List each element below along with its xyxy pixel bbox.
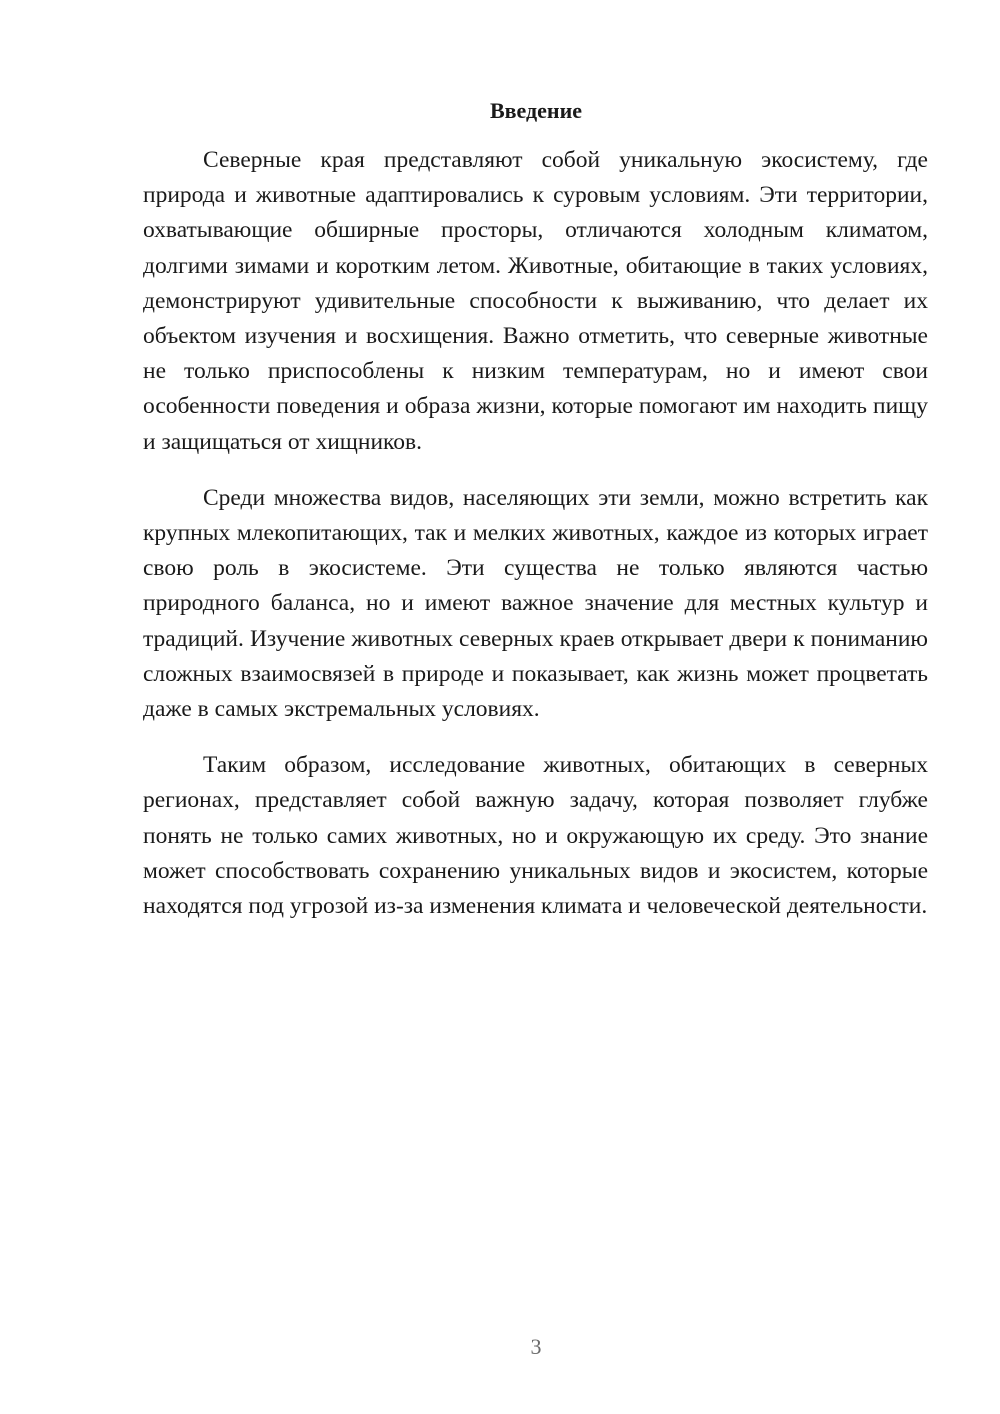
page-number: 3 [530,1334,542,1359]
paragraph-3: Таким образом, исследование животных, обитающих в северных регионах, представляет собой важную задачу, которая позволяет глубже понять не только самих животных, но и окружающую их среду. Это знание может способствовать сохранению уникальных видов и экосистем, которые находятся под угрозой из-за изменения климата и человеческой деятельности. [143,752,928,920]
section-heading: Введение [489,98,583,123]
paragraph-1: Северные края представляют собой уникальную экосистему, где природа и животные адаптировались к суровым условиям. Эти территории, охватывающие обширные просторы, отличаются холодным климатом, долгими зимами и коротким летом. Животные, обитающие в таких условиях, демонстрируют удивительные способности к выживанию, что делает их объектом изучения и восхищения. Важно отметить, что северные животные не только приспособлены к низким температурам, но и имеют свои особенности поведения и образа жизни, которые помогают им находить пищу и защищаться от хищников. [143,147,928,455]
body-text [143,143,928,924]
paragraph-2: Среди множества видов, населяющих эти земли, можно встретить как крупных млекопитающих, так и мелких животных, каждое из которых играет свою роль в экосистеме. Эти существа не только являются частью природного баланса, но и имеют важное значение для местных культур и традиций. Изучение животных северных краев открывает двери к пониманию сложных взаимосвязей в природе и показывает, как жизнь может процветать даже в самых экстремальных условиях. [143,484,928,723]
